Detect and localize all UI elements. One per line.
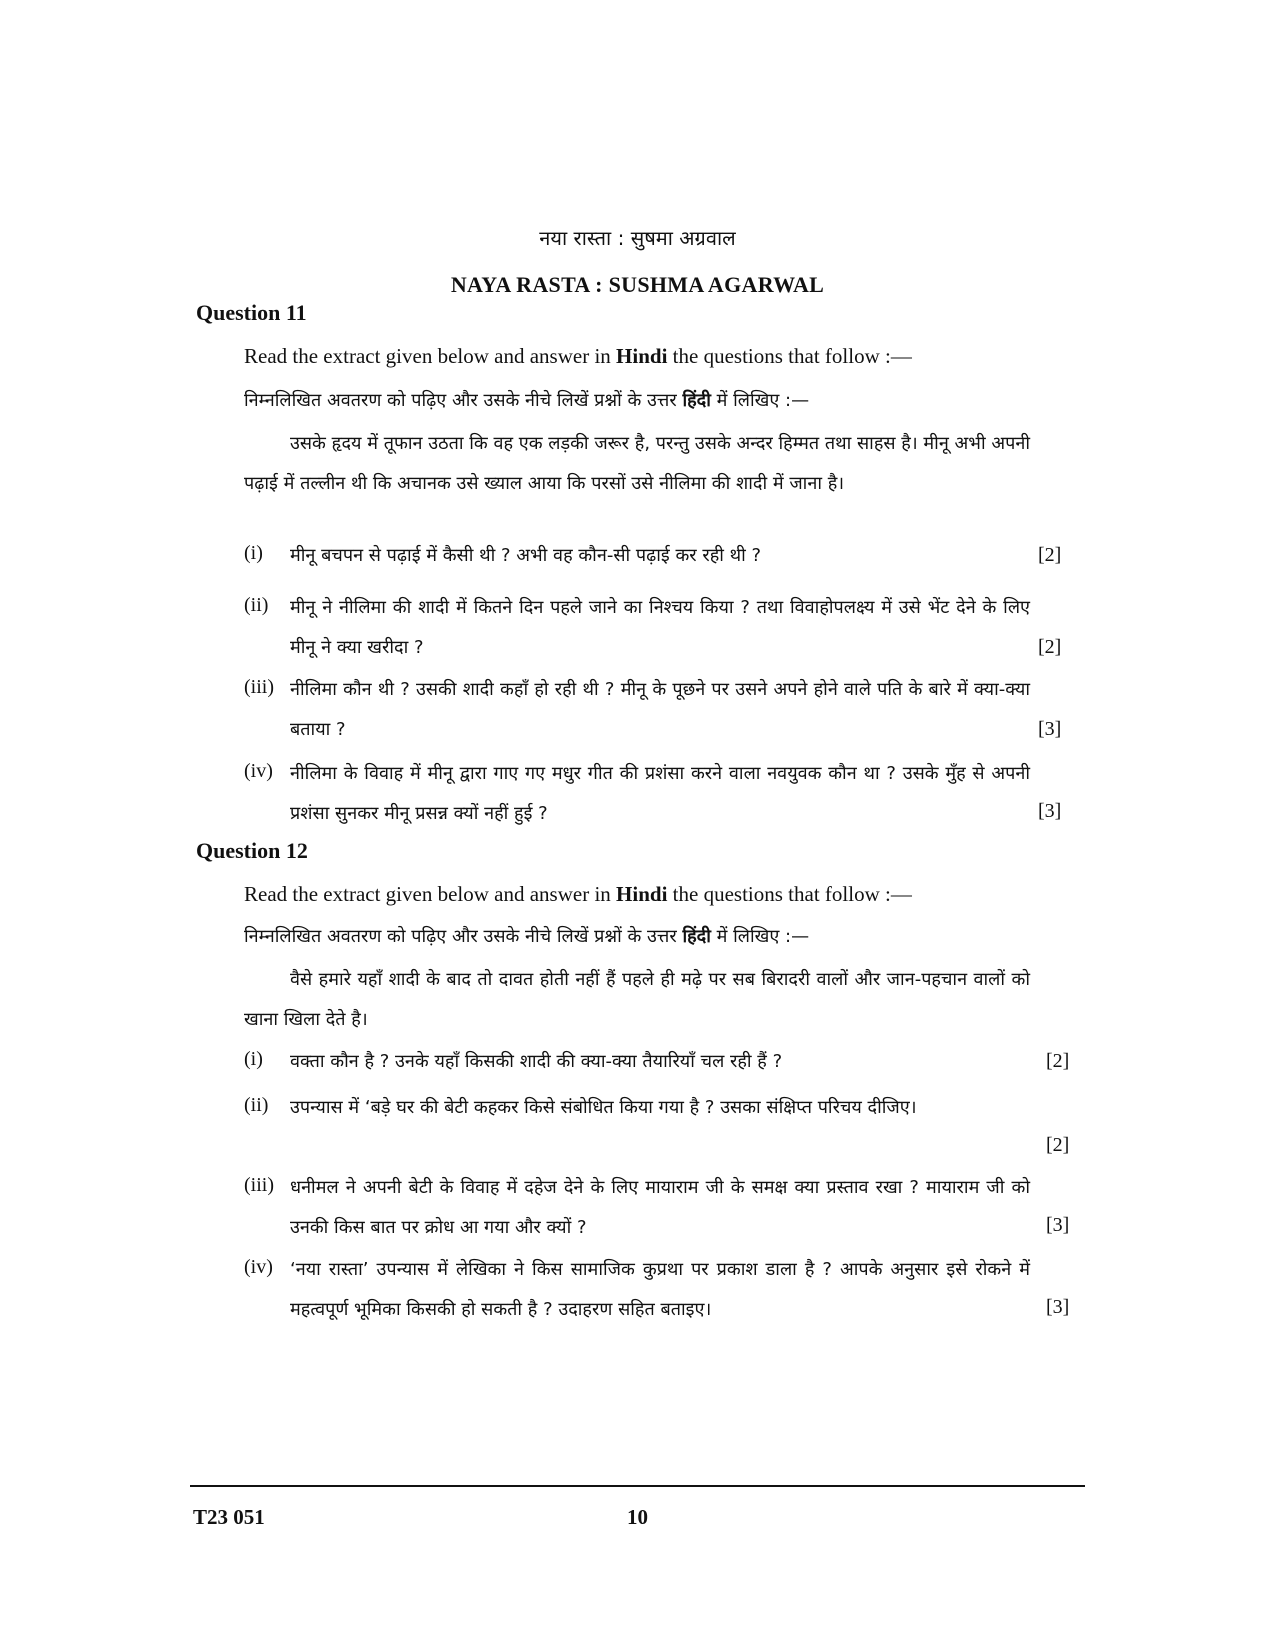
instruction-text: Read the extract given below and answer in xyxy=(244,344,617,368)
chapter-title-hindi: नया रास्ता : सुषमा अग्रवाल xyxy=(539,226,736,250)
instruction-text: the questions that follow :— xyxy=(667,344,912,368)
item-marks: [2] xyxy=(1046,1134,1070,1156)
q11-extract: उसके हृदय में तूफान उठता कि वह एक लड़की जरूर है, परन्तु उसके अन्दर हिम्मत तथा साहस है। मीनू अभी अपनी पढ़ाई में तल्लीन थी कि अचानक उसे ख्याल आया कि परसों उसे नीलिमा की शादी में जाना है। xyxy=(244,433,1030,494)
q12-extract: वैसे हमारे यहाँ शादी के बाद तो दावत होती नहीं हैं पहले ही मढ़े पर सब बिरादरी वालों और जान-पहचान वालों को खाना खिला देते है। xyxy=(244,969,1030,1030)
item-text: नीलिमा कौन थी ? उसकी शादी कहाँ हो रही थी ? मीनू के पूछने पर उसने अपने होने वाले पति के बारे में क्या-क्या बताया ? xyxy=(290,679,1030,740)
item-marks: [3] xyxy=(1046,1214,1070,1236)
item-text: मीनू ने नीलिमा की शादी में कितने दिन पहले जाने का निश्चय किया ? तथा विवाहोपलक्ष्य में उसे भेंट देने के लिए मीनू ने क्या खरीदा ? xyxy=(290,597,1030,658)
item-number: (iii) xyxy=(244,1174,274,1196)
q12-instruction-english xyxy=(244,882,912,907)
chapter-title-english: NAYA RASTA : SUSHMA AGARWAL xyxy=(450,272,825,297)
item-text: मीनू बचपन से पढ़ाई में कैसी थी ? अभी वह कौन-सी पढ़ाई कर रही थी ? xyxy=(290,545,762,566)
item-number: (i) xyxy=(244,1048,263,1070)
item-text: धनीमल ने अपनी बेटी के विवाह में दहेज देने के लिए मायाराम जी के समक्ष क्या प्रस्ताव रखा ? मायाराम जी को उनकी किस बात पर क्रोध आ गया और क्यों ? xyxy=(290,1177,1030,1238)
question-11-heading: Question 11 xyxy=(196,300,307,325)
q12-instruction-hindi xyxy=(244,924,809,948)
instruction-bold: हिंदी xyxy=(682,926,711,947)
item-marks: [3] xyxy=(1038,718,1062,740)
item-number: (ii) xyxy=(244,594,269,616)
instruction-text: में लिखिए :— xyxy=(710,390,810,411)
instruction-bold: Hindi xyxy=(616,344,668,368)
item-marks: [3] xyxy=(1046,1296,1070,1318)
item-number: (iv) xyxy=(244,1256,273,1278)
footer-rule xyxy=(190,1485,1085,1487)
q11-instruction-english xyxy=(244,344,912,369)
item-number: (iv) xyxy=(244,760,273,782)
instruction-text: Read the extract given below and answer in xyxy=(244,882,617,906)
item-number: (iii) xyxy=(244,676,274,698)
question-12-heading: Question 12 xyxy=(196,838,308,863)
instruction-bold: Hindi xyxy=(616,882,668,906)
item-text: उपन्यास में ‘बड़े घर की बेटी कहकर किसे संबोधित किया गया है ? उसका संक्षिप्त परिचय दीजिए। xyxy=(290,1097,917,1118)
item-text: वक्ता कौन है ? उनके यहाँ किसकी शादी की क्या-क्या तैयारियाँ चल रही हैं ? xyxy=(290,1051,783,1072)
item-marks: [2] xyxy=(1038,636,1062,658)
instruction-text: में लिखिए :— xyxy=(710,926,810,947)
instruction-text: निम्नलिखित अवतरण को पढ़िए और उसके नीचे लिखें प्रश्नों के उत्तर xyxy=(244,390,683,411)
paper-code: T23 051 xyxy=(193,1505,265,1529)
item-number: (ii) xyxy=(244,1094,269,1116)
instruction-text: the questions that follow :— xyxy=(667,882,912,906)
item-text: ‘नया रास्ता’ उपन्यास में लेखिका ने किस सामाजिक कुप्रथा पर प्रकाश डाला है ? आपके अनुसार इसे रोकने में महत्वपूर्ण भूमिका किसकी हो सकती है ? उदाहरण सहित बताइए। xyxy=(290,1259,1030,1320)
instruction-text: निम्नलिखित अवतरण को पढ़िए और उसके नीचे लिखें प्रश्नों के उत्तर xyxy=(244,926,683,947)
item-text: नीलिमा के विवाह में मीनू द्वारा गाए गए मधुर गीत की प्रशंसा करने वाला नवयुवक कौन था ? उसके मुँह से अपनी प्रशंसा सुनकर मीनू प्रसन्न क्यों नहीं हुई ? xyxy=(290,763,1030,824)
q11-instruction-hindi xyxy=(244,388,809,412)
item-marks: [2] xyxy=(1038,544,1062,566)
item-marks: [2] xyxy=(1046,1050,1070,1072)
item-marks: [3] xyxy=(1038,800,1062,822)
page-number: 10 xyxy=(627,1505,648,1529)
item-number: (i) xyxy=(244,542,263,564)
instruction-bold: हिंदी xyxy=(682,390,711,411)
